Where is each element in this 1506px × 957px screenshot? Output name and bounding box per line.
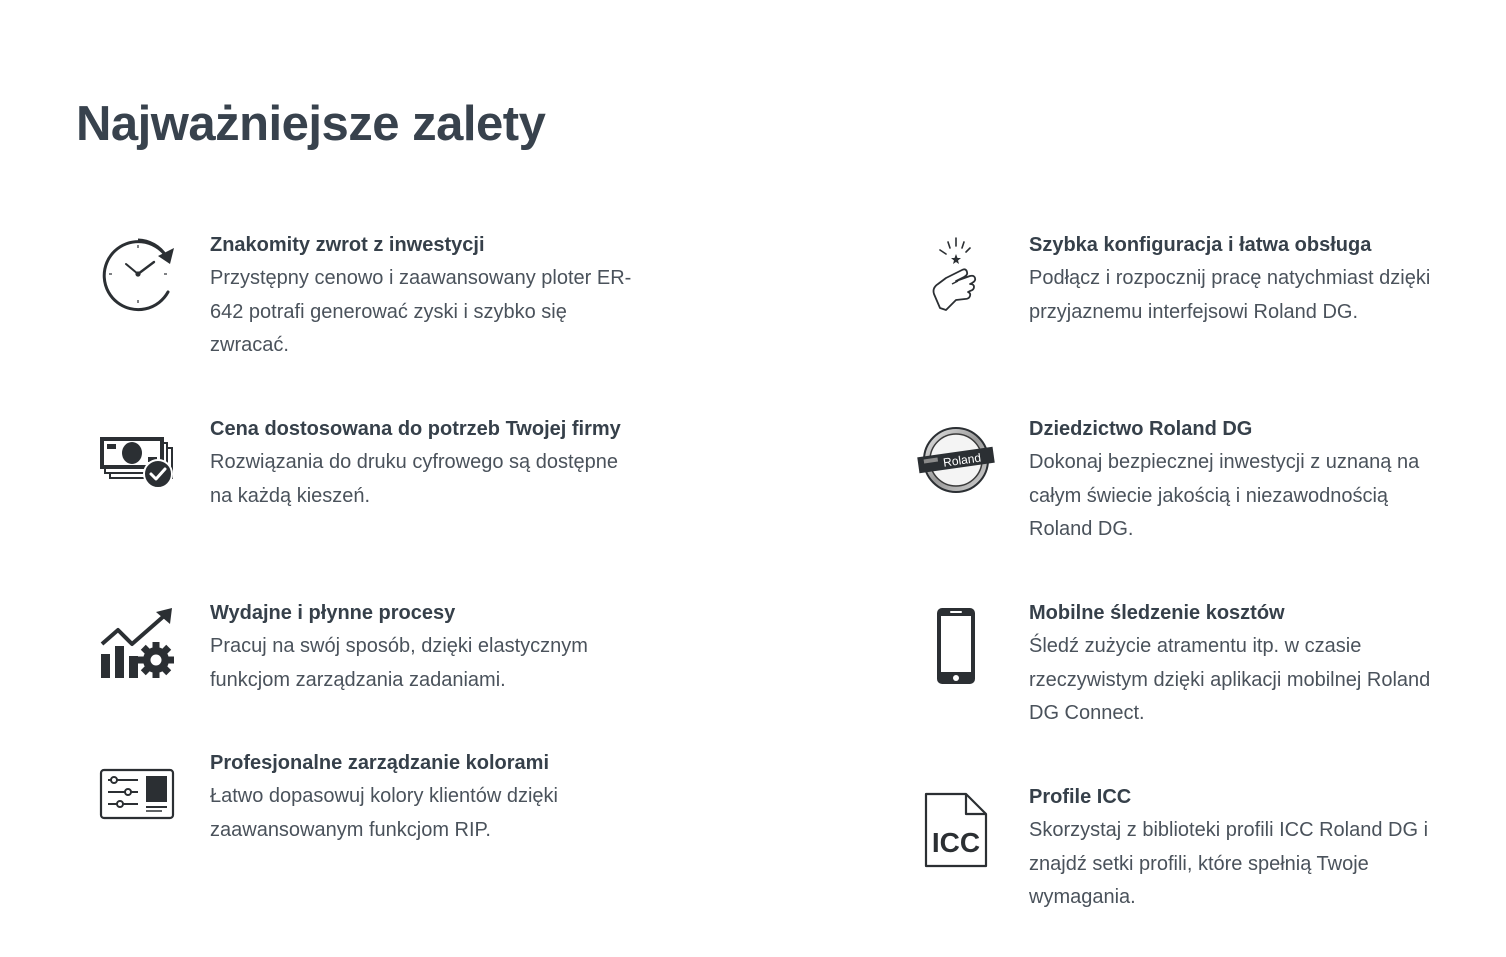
- feature-title: Profile ICC: [1029, 786, 1132, 808]
- feature-heritage: [916, 412, 1436, 552]
- feature-description: Przystępny cenowo i zaawansowany ploter ER-642 potrafi generować zyski i szybko się zwracać.: [210, 267, 632, 356]
- badge-text: Roland: [942, 450, 982, 470]
- finger-snap-icon: [916, 234, 996, 314]
- smartphone-icon: [916, 606, 996, 686]
- color-settings-panel-icon: [98, 754, 178, 834]
- feature-title: Szybka konfiguracja i łatwa obsługa: [1029, 234, 1372, 256]
- feature-description: Łatwo dopasowuj kolory klientów dzięki zaawansowanym funkcjom RIP.: [210, 785, 558, 841]
- feature-color-management: [98, 746, 658, 856]
- feature-description: Śledź zużycie atramentu itp. w czasie rzeczywistym dzięki aplikacji mobilnej Roland DG Connect.: [1029, 635, 1431, 724]
- feature-title: Mobilne śledzenie kosztów: [1029, 602, 1285, 624]
- feature-roi: [98, 228, 658, 368]
- feature-price: [98, 412, 658, 552]
- growth-chart-gear-icon: [98, 604, 178, 684]
- feature-title: Wydajne i płynne procesy: [210, 602, 456, 624]
- page-title: Najważniejsze zalety: [76, 97, 546, 151]
- feature-title: Dziedzictwo Roland DG: [1029, 418, 1253, 440]
- feature-title: Profesjonalne zarządzanie kolorami: [210, 752, 549, 774]
- feature-mobile-tracking: [916, 596, 1436, 736]
- feature-description: Pracuj na swój sposób, dzięki elastycznym funkcjom zarządzania zadaniami.: [210, 635, 588, 691]
- money-check-icon: [98, 422, 178, 502]
- feature-description: Skorzystaj z biblioteki profili ICC Roland DG i znajdź setki profili, które spełnią Twoje wymagania.: [1029, 819, 1429, 908]
- feature-description: Podłącz i rozpocznij pracę natychmiast dzięki przyjaznemu interfejsowi Roland DG.: [1029, 267, 1431, 323]
- feature-title: Znakomity zwrot z inwestycji: [210, 234, 485, 256]
- roland-badge-icon: [916, 420, 996, 500]
- feature-quick-setup: [916, 228, 1436, 368]
- icc-label: ICC: [931, 827, 981, 858]
- feature-icc-profiles: [916, 780, 1436, 920]
- feature-title: Cena dostosowana do potrzeb Twojej firmy: [210, 418, 621, 440]
- feature-description: Rozwiązania do druku cyfrowego są dostępne na każdą kieszeń.: [210, 451, 619, 507]
- feature-description: Dokonaj bezpiecznej inwestycji z uznaną na całym świecie jakością i niezawodnością Roland DG.: [1029, 451, 1420, 540]
- feature-processes: [98, 596, 658, 706]
- clock-refresh-icon: [98, 234, 178, 314]
- icc-file-icon: [916, 792, 996, 872]
